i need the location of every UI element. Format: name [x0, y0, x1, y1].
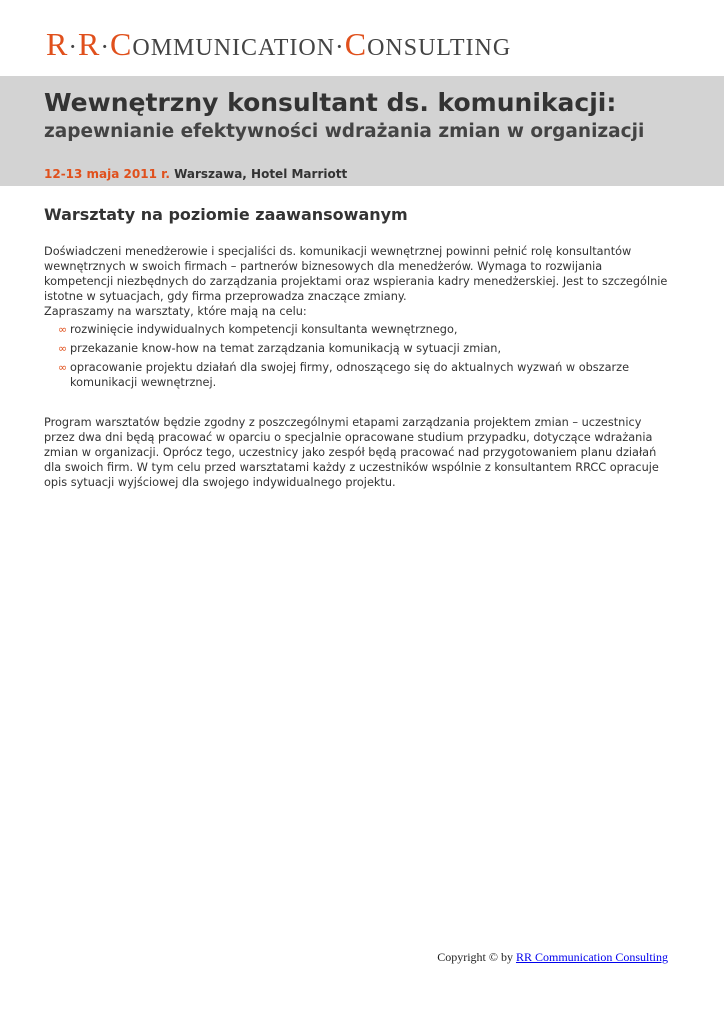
- logo-letter-r2: R: [78, 26, 101, 62]
- company-link[interactable]: RR Communication Consulting: [515, 950, 668, 964]
- page-subtitle: zapewnianie efektywności wdrażania zmian w organizacji: [44, 121, 645, 142]
- infinity-bullet-icon: ∞: [58, 323, 68, 336]
- list-item-text: rozwinięcie indywidualnych kompetencji konsultanta wewnętrznego,: [70, 323, 458, 336]
- page-title: Wewnętrzny konsultant ds. komunikacji:: [44, 88, 617, 117]
- body-content: [44, 244, 674, 490]
- logo-letter-c2: C: [344, 26, 368, 62]
- list-item-text: przekazanie know-how na temat zarządzania komunikacją w sytuacji zmian,: [70, 342, 502, 355]
- program-paragraph: Program warsztatów będzie zgodny z poszczególnymi etapami zarządzania projektem zmian – uczestnicy przez dwa dni będą pracować w oparciu o specjalnie opracowane studium przypadku, dotyczące wdrażania zmian w organizacji. Oprócz tego, uczestnicy jako zespół będą pracować nad przygotowaniem planu działań dla swoich firm. W tym celu przed warsztatami każdy z uczestników wspólnie z konsultantem RRCC opracuje opis sytuacji wyjściowej dla swojego indywidualnego projektu.: [44, 416, 659, 489]
- logo-word-consulting: ONSULTING: [367, 35, 512, 61]
- footer-copyright: [437, 950, 668, 965]
- logo-letter-c1: C: [110, 26, 133, 62]
- copyright-text: Copyright © by: [437, 950, 516, 964]
- list-item: [58, 341, 674, 356]
- logo-dot-3: ·: [335, 32, 345, 61]
- list-item: [58, 360, 674, 390]
- logo-dot-2: ·: [100, 32, 111, 61]
- list-item: [58, 322, 674, 337]
- logo-word-communication: OMMUNICATION: [132, 35, 336, 61]
- event-date: 12-13 maja 2011 r.: [44, 167, 170, 181]
- infinity-bullet-icon: ∞: [58, 361, 68, 374]
- event-dateline: [44, 167, 347, 181]
- intro-paragraph: Doświadczeni menedżerowie i specjaliści ds. komunikacji wewnętrznej powinni pełnić rolę konsultantów wewnętrznych w swoich firmach – partnerów biznesowych dla menedżerów. Wymaga to rozwijania kompetencji niezbędnych do zarządzania projektami oraz wspierania kadry menedżerskiej. Jest to szczególnie istotne w sytuacjach, gdy firma przeprowadza znaczące zmiany.: [44, 245, 668, 303]
- section-heading: Warsztaty na poziomie zaawansowanym: [44, 205, 408, 224]
- list-item-text: opracowanie projektu działań dla swojej firmy, odnoszącego się do aktualnych wyzwań w obszarze komunikacji wewnętrznej.: [70, 361, 630, 389]
- paragraph-spacer: [44, 394, 674, 415]
- logo-letter-r1: R: [46, 26, 69, 62]
- infinity-bullet-icon: ∞: [58, 342, 68, 355]
- event-location: Warszawa, Hotel Marriott: [169, 167, 348, 181]
- logo-dot-1: ·: [68, 32, 79, 61]
- invite-text: Zapraszamy na warsztaty, które mają na celu:: [44, 305, 307, 318]
- goals-list: [44, 322, 674, 390]
- company-logo: [46, 26, 511, 63]
